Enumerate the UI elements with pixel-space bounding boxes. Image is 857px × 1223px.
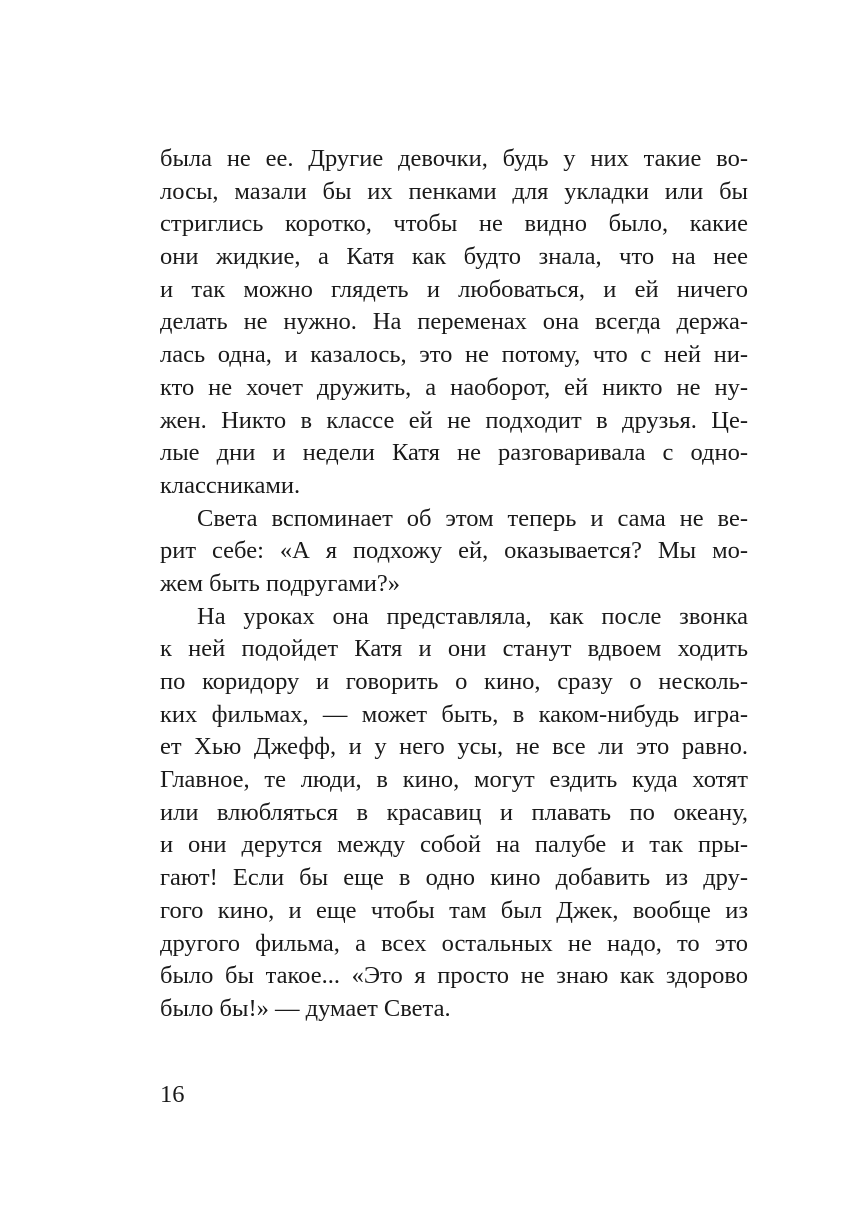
text-line: к ней подойдет Катя и они станут вдвоем ходить — [160, 635, 748, 663]
text-line: другого фильма, а всех остальных не надо, то это — [160, 929, 748, 957]
text-line: была не ее. Другие девочки, будь у них такие во- — [160, 145, 748, 172]
text-line: жем быть подругами?» — [160, 569, 400, 597]
text-line: жен. Никто в классе ей не подходит в друзья. Це- — [160, 406, 748, 434]
paragraph — [160, 143, 748, 503]
paragraph — [160, 601, 748, 1026]
text-line: лосы, мазали бы их пенками для укладки или бы — [160, 177, 748, 205]
text-line: Света вспоминает об этом теперь и сама не ве- — [197, 504, 748, 532]
text-line: было бы!» — думает Света. — [160, 994, 451, 1022]
text-line: рит себе: «А я подхожу ей, оказывается? Мы мо- — [160, 537, 748, 565]
text-line: На уроках она представляла, как после звонка — [197, 602, 748, 630]
text-line: было бы такое... «Это я просто не знаю как здорово — [160, 962, 748, 990]
text-line: Главное, те люди, в кино, могут ездить куда хотят — [160, 766, 748, 794]
text-line: ет Хью Джефф, и у него усы, не все ли это равно. — [160, 733, 748, 761]
body-text — [160, 143, 748, 1026]
text-line: по коридору и говорить о кино, сразу о несколь- — [160, 668, 748, 695]
text-line: кто не хочет дружить, а наоборот, ей никто не ну- — [160, 373, 748, 401]
text-line: и так можно глядеть и любоваться, и ей ничего — [160, 275, 748, 303]
text-line: и они дерутся между собой на палубе и так пры- — [160, 831, 748, 859]
text-line: ких фильмах, — может быть, в каком-нибудь игра- — [160, 700, 748, 728]
paragraph — [160, 503, 748, 601]
text-line: стриглись коротко, чтобы не видно было, какие — [160, 210, 748, 238]
text-line: или влюбляться в красавиц и плавать по океану, — [160, 798, 748, 826]
text-line: гого кино, и еще чтобы там был Джек, вообще из — [160, 896, 748, 924]
text-line: гают! Если бы еще в одно кино добавить из дру- — [160, 864, 748, 892]
text-line: лые дни и недели Катя не разговаривала с одно- — [160, 439, 748, 467]
page-number: 16 — [160, 1081, 185, 1108]
text-line: делать не нужно. На переменах она всегда держа- — [160, 308, 748, 336]
text-line: они жидкие, а Катя как будто знала, что на нее — [160, 243, 748, 271]
text-line: классниками. — [160, 471, 301, 499]
text-line: лась одна, и казалось, это не потому, что с ней ни- — [160, 341, 748, 369]
